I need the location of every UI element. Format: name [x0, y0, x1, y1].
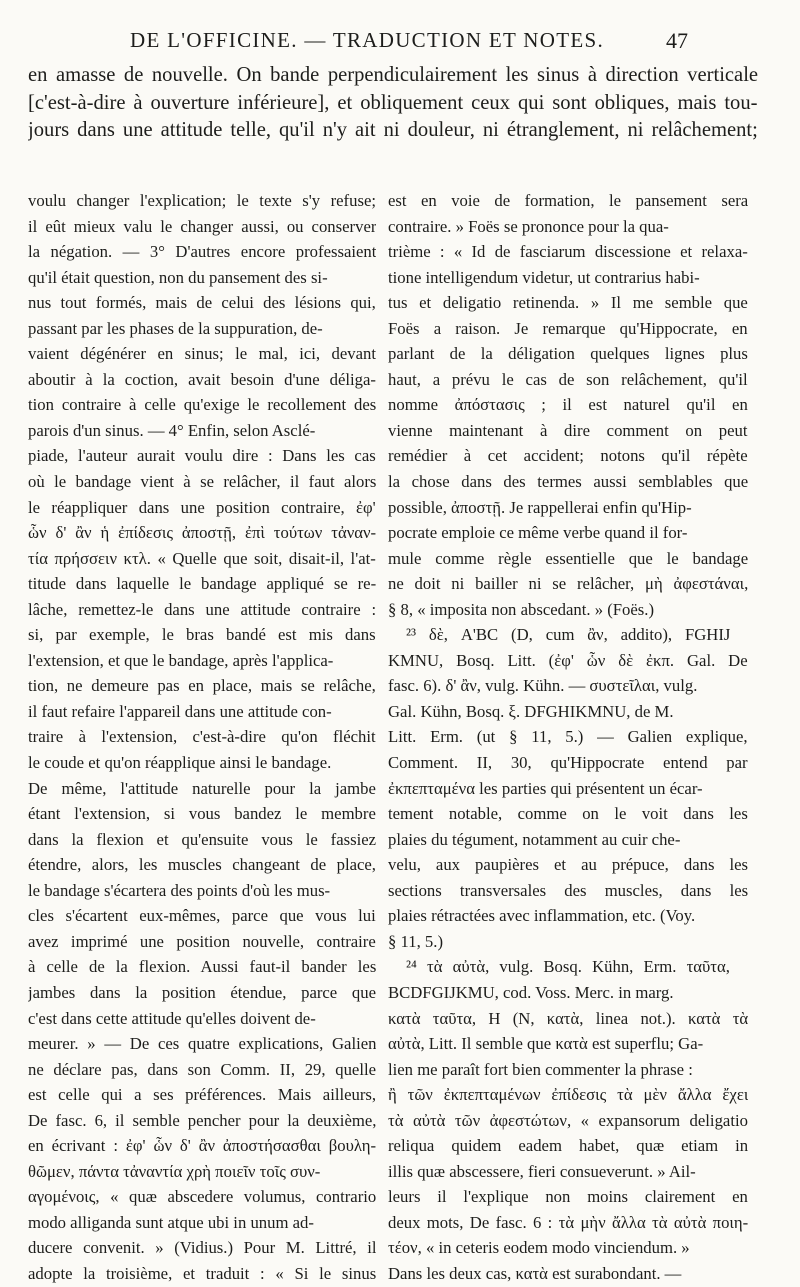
- text-line: est en voie de formation, le pansement sera: [388, 191, 748, 210]
- text-line: ἐκπεπταμένα les parties qui présentent un écar-: [388, 778, 703, 798]
- text-line: velu, aux paupières et au prépuce, dans les: [388, 855, 748, 875]
- text-line: possible, ἀποστῇ. Je rappellerai enfin qu'Hip-: [388, 497, 692, 517]
- text-line: ²⁴ τὰ αὐτὰ, vulg. Bosq. Kühn, Erm. ταῦτα,: [406, 957, 730, 977]
- text-line: étant l'extension, si vous bandez le membre: [28, 804, 376, 824]
- text-line: c'est dans cette attitude qu'elles doivent de-: [28, 1008, 316, 1028]
- text-line: passant par les phases de la suppuration, de-: [28, 318, 323, 338]
- text-line: ne doit ni bailler ni se relâcher, μὴ ἀφεστάναι,: [388, 574, 748, 594]
- text-line: pocrate emploie ce même verbe quand il for-: [388, 523, 688, 543]
- text-line: tion contraire à celle qu'exige le recollement des: [28, 395, 376, 415]
- text-line: si, par exemple, le bras bandé est mis dans: [28, 625, 376, 645]
- text-line: sections transversales des muscles, dans les: [388, 880, 748, 900]
- text-line: Litt. Erm. (ut § 11, 5.) — Galien explique,: [388, 727, 748, 747]
- text-line: modo alliganda sunt atque ubi in unum ad-: [28, 1212, 314, 1232]
- text-line: αὐτὰ, Litt. Il semble que κατὰ est superflu; Ga-: [388, 1034, 704, 1054]
- text-line: nomme ἀπόστασις ; il est naturel qu'il en: [388, 395, 748, 415]
- page-number: 47: [666, 28, 688, 53]
- text-line: il faut refaire l'appareil dans une attitude con-: [28, 701, 332, 721]
- text-line: titude dans laquelle le bandage appliqué se re-: [28, 574, 376, 594]
- text-line: § 8, « imposita non abscedant. » (Foës.): [388, 599, 655, 619]
- text-line: leurs il l'explique non moins clairement en: [388, 1187, 748, 1207]
- text-line: De même, l'attitude naturelle pour la jambe: [28, 778, 376, 798]
- text-line: aboutir à la coction, avait besoin d'une déliga-: [28, 369, 376, 389]
- text-line: la chose dans des termes aussi semblables que: [388, 472, 748, 492]
- text-line: remédier à cet accident; notons qu'il répète: [388, 446, 748, 466]
- text-line: haut, a prévu le cas de son relâchement, qu'il: [388, 369, 748, 389]
- running-head: DE L'OFFICINE. — TRADUCTION ET NOTES.: [130, 28, 605, 52]
- text-line: vienne maintenant à dire comment on peut: [388, 420, 748, 440]
- text-line: Comment. II, 30, qu'Hippocrate entend par: [388, 753, 748, 773]
- text-line: deux mots, De fasc. 6 : τὰ μὴν ἄλλα τὰ αὐτὰ ποιη-: [388, 1212, 748, 1232]
- text-line: κατὰ ταῦτα, H (N, κατὰ, linea not.). κατὰ τὰ: [388, 1008, 748, 1028]
- top-paragraph: [28, 62, 758, 145]
- text-line: l'extension, et que le bandage, après l'applica-: [28, 650, 334, 670]
- text-line: illis quæ abscessere, fieri consueverunt. » Ail-: [388, 1161, 696, 1181]
- text-line: ducere convenit. » (Vidius.) Pour M. Littré, il: [28, 1238, 376, 1258]
- text-line: θῶμεν, πάντα τἀναντία χρὴ ποιεῖν τοῖς συν-: [28, 1161, 321, 1181]
- text-line: traire à l'extension, c'est-à-dire qu'on fléchit: [28, 727, 376, 747]
- text-line: cles s'écartent eux-mêmes, parce que vous lui: [28, 906, 376, 926]
- text-line: τία πρήσσειν κτλ. « Quelle que soit, disait-il, l'at-: [28, 548, 376, 568]
- text-line: tione intelligendum videtur, ut contrarius habi-: [388, 267, 700, 287]
- text-line: KMNU, Bosq. Litt. (ἐφ' ὧν δὲ ἐκπ. Gal. De: [388, 650, 748, 670]
- text-line: lâche, remettez-le dans une attitude contraire :: [28, 599, 376, 619]
- text-line: parlant de la déligation quelques lignes plus: [388, 344, 748, 364]
- text-line: jours dans une attitude telle, qu'il n'y ait ni douleur, ni étranglement, ni relâchement;: [28, 119, 758, 141]
- text-line: la négation. — 3° D'autres encore professaient: [28, 242, 376, 262]
- text-line: plaies du tégument, notamment au cuir che-: [388, 829, 681, 849]
- text-line: BCDFGIJKMU, cod. Voss. Merc. in marg.: [388, 982, 674, 1002]
- text-line: nus tout formés, mais de celui des lésions qui,: [28, 293, 376, 313]
- text-line: αγομένοις, « quæ abscedere volumus, contrario: [28, 1187, 376, 1207]
- right-column: [388, 188, 748, 1287]
- text-line: ἢ τῶν ἐκπεπταμένων ἐπίδεσις τὰ μὲν ἄλλα ἔχει: [388, 1085, 748, 1105]
- text-line: adopte la troisième, et traduit : « Si le sinus: [28, 1263, 376, 1283]
- text-line: § 11, 5.): [388, 931, 443, 951]
- text-line: tement notable, comme on le voit dans les: [388, 804, 748, 824]
- text-line: ²³ δὲ, A'BC (D, cum ἂν, addito), FGHIJ: [406, 625, 731, 645]
- text-line: jambes dans la position étendue, parce que: [28, 982, 376, 1002]
- text-line: mule comme règle essentielle que le bandage: [388, 548, 748, 568]
- text-line: en amasse de nouvelle. On bande perpendiculairement les sinus à direction verticale: [28, 64, 758, 86]
- text-line: il eût mieux valu le changer aussi, ou conserver: [28, 216, 376, 236]
- left-column: [28, 188, 376, 1287]
- text-line: ὧν δ' ἂν ἡ ἐπίδεσις ἀποστῇ, ἐπὶ τούτων τἀναν-: [28, 523, 376, 543]
- text-line: reliqua quidem eadem habet, quæ etiam in: [388, 1136, 748, 1156]
- text-line: ne déclare pas, dans son Comm. II, 29, quelle: [28, 1059, 376, 1079]
- text-line: en écrivant : ἐφ' ὧν δ' ἂν ἀποστήσασθαι βουλη-: [28, 1136, 376, 1156]
- text-line: voulu changer l'explication; le texte s'y refuse;: [28, 191, 376, 210]
- text-line: plaies rétractées avec inflammation, etc. (Voy.: [388, 906, 696, 926]
- text-line: vaient dégénérer en sinus; le mal, ici, devant: [28, 344, 376, 364]
- text-line: avez imprimé une position nouvelle, contraire: [28, 931, 376, 951]
- text-line: le coude et qu'on réapplique ainsi le bandage.: [28, 753, 332, 773]
- text-line: contraire. » Foës se prononce pour la qua-: [388, 216, 669, 236]
- text-line: meurer. » — De ces quatre explications, Galien: [28, 1034, 376, 1054]
- text-line: tion, ne demeure pas en place, mais se relâche,: [28, 676, 376, 696]
- text-line: De fasc. 6, il semble pencher pour la deuxième,: [28, 1110, 376, 1130]
- text-line: fasc. 6). δ' ἂν, vulg. Kühn. — συστεῖλαι, vulg.: [388, 676, 698, 696]
- text-line: le réappliquer dans une position contraire, ἐφ': [28, 497, 376, 517]
- text-line: lien me paraît fort bien commenter la phrase :: [388, 1059, 693, 1079]
- text-line: qu'il était question, non du pansement des si-: [28, 267, 328, 287]
- text-line: Foës a raison. Je remarque qu'Hippocrate, en: [388, 318, 748, 338]
- text-line: τὰ αὐτὰ τῶν ἀφεστώτων, « expansorum deligatio: [388, 1110, 748, 1130]
- text-line: parois d'un sinus. — 4° Enfin, selon Asclé-: [28, 420, 316, 440]
- text-line: tus et deligatio retinenda. » Il me semble que: [388, 293, 748, 313]
- text-line: piade, l'auteur aurait voulu dire : Dans les cas: [28, 446, 376, 466]
- text-line: τέον, « in ceteris eodem modo vinciendum. »: [388, 1238, 690, 1258]
- text-line: trième : « Id de fasciarum discessione et relaxa-: [388, 242, 748, 262]
- text-line: étendre, alors, les muscles changeant de place,: [28, 855, 376, 875]
- text-line: dans la flexion et qu'ensuite vous le fassiez: [28, 829, 376, 849]
- text-line: où le bandage vient à se relâcher, il faut alors: [28, 472, 376, 492]
- text-line: le bandage s'écartera des points d'où les mus-: [28, 880, 331, 900]
- text-line: Dans les deux cas, κατὰ est surabondant. —: [388, 1263, 682, 1283]
- text-line: Gal. Kühn, Bosq. ξ. DFGHIKMNU, de M.: [388, 701, 674, 721]
- text-line: à celle de la flexion. Aussi faut-il bander les: [28, 957, 376, 977]
- text-line: [c'est-à-dire à ouverture inférieure], et obliquement ceux qui sont obliques, mais tou-: [28, 91, 758, 114]
- text-line: est celle qui a ses préférences. Mais ailleurs,: [28, 1085, 376, 1105]
